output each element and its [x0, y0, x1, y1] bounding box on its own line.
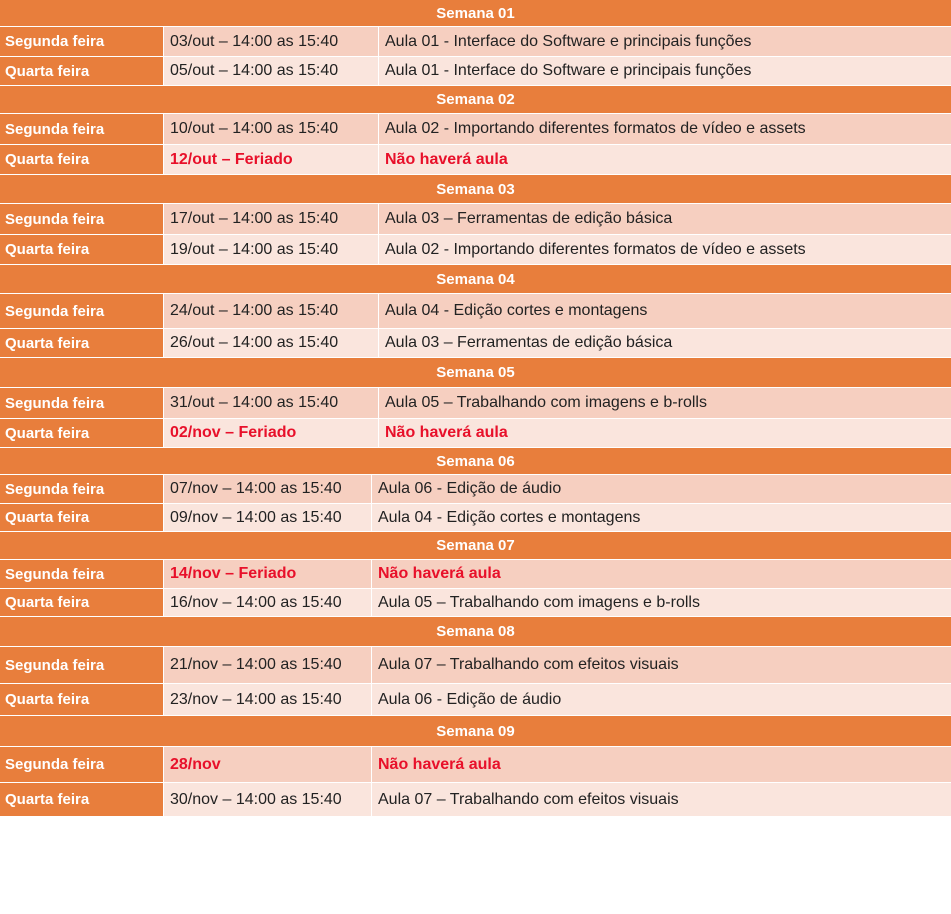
schedule-row [0, 27, 951, 57]
date-cell: 30/nov – 14:00 as 15:40 [164, 783, 372, 817]
week-header: Semana 07 [0, 532, 951, 560]
lesson-cell: Aula 01 - Interface do Software e principais funções [379, 57, 951, 86]
schedule-row [0, 783, 951, 817]
date-cell: 23/nov – 14:00 as 15:40 [164, 684, 372, 716]
date-cell: 24/out – 14:00 as 15:40 [164, 294, 379, 329]
date-cell: 26/out – 14:00 as 15:40 [164, 329, 379, 358]
schedule-row [0, 419, 951, 448]
day-cell: Segunda feira [0, 475, 164, 504]
schedule-row [0, 388, 951, 419]
week-header: Semana 06 [0, 448, 951, 475]
schedule-row [0, 684, 951, 716]
day-cell: Segunda feira [0, 388, 164, 419]
date-cell: 19/out – 14:00 as 15:40 [164, 235, 379, 265]
lesson-cell: Aula 03 – Ferramentas de edição básica [379, 329, 951, 358]
schedule-row [0, 647, 951, 684]
day-cell: Quarta feira [0, 329, 164, 358]
date-cell: 09/nov – 14:00 as 15:40 [164, 504, 372, 532]
week-header: Semana 05 [0, 358, 951, 388]
schedule-row [0, 114, 951, 145]
schedule-row [0, 145, 951, 175]
lesson-cell: Não haverá aula [379, 419, 951, 448]
week-header: Semana 03 [0, 175, 951, 204]
date-cell: 16/nov – 14:00 as 15:40 [164, 589, 372, 617]
date-cell: 10/out – 14:00 as 15:40 [164, 114, 379, 145]
schedule-row [0, 589, 951, 617]
week-header: Semana 04 [0, 265, 951, 294]
lesson-cell: Aula 05 – Trabalhando com imagens e b-rolls [379, 388, 951, 419]
schedule-row [0, 235, 951, 265]
week-header: Semana 09 [0, 716, 951, 747]
lesson-cell: Aula 02 - Importando diferentes formatos de vídeo e assets [379, 235, 951, 265]
schedule-row [0, 57, 951, 86]
schedule-row [0, 504, 951, 532]
day-cell: Segunda feira [0, 647, 164, 684]
date-cell: 14/nov – Feriado [164, 560, 372, 589]
lesson-cell: Aula 04 - Edição cortes e montagens [379, 294, 951, 329]
schedule-row [0, 329, 951, 358]
day-cell: Quarta feira [0, 235, 164, 265]
lesson-cell: Não haverá aula [372, 747, 951, 783]
day-cell: Segunda feira [0, 747, 164, 783]
lesson-cell: Aula 05 – Trabalhando com imagens e b-rolls [372, 589, 951, 617]
lesson-cell: Aula 04 - Edição cortes e montagens [372, 504, 951, 532]
date-cell: 03/out – 14:00 as 15:40 [164, 27, 379, 57]
week-header: Semana 01 [0, 0, 951, 27]
date-cell: 05/out – 14:00 as 15:40 [164, 57, 379, 86]
day-cell: Segunda feira [0, 294, 164, 329]
lesson-cell: Aula 06 - Edição de áudio [372, 475, 951, 504]
lesson-cell: Aula 07 – Trabalhando com efeitos visuais [372, 647, 951, 684]
schedule-row [0, 204, 951, 235]
day-cell: Segunda feira [0, 204, 164, 235]
schedule-row [0, 294, 951, 329]
lesson-cell: Aula 02 - Importando diferentes formatos de vídeo e assets [379, 114, 951, 145]
date-cell: 02/nov – Feriado [164, 419, 379, 448]
schedule-row [0, 747, 951, 783]
day-cell: Quarta feira [0, 57, 164, 86]
lesson-cell: Não haverá aula [372, 560, 951, 589]
lesson-cell: Não haverá aula [379, 145, 951, 175]
lesson-cell: Aula 03 – Ferramentas de edição básica [379, 204, 951, 235]
date-cell: 21/nov – 14:00 as 15:40 [164, 647, 372, 684]
lesson-cell: Aula 01 - Interface do Software e principais funções [379, 27, 951, 57]
date-cell: 31/out – 14:00 as 15:40 [164, 388, 379, 419]
lesson-cell: Aula 07 – Trabalhando com efeitos visuais [372, 783, 951, 817]
day-cell: Segunda feira [0, 114, 164, 145]
lesson-cell: Aula 06 - Edição de áudio [372, 684, 951, 716]
day-cell: Quarta feira [0, 684, 164, 716]
week-header: Semana 02 [0, 86, 951, 114]
day-cell: Segunda feira [0, 560, 164, 589]
day-cell: Quarta feira [0, 145, 164, 175]
week-header: Semana 08 [0, 617, 951, 647]
date-cell: 28/nov [164, 747, 372, 783]
day-cell: Quarta feira [0, 783, 164, 817]
day-cell: Segunda feira [0, 27, 164, 57]
schedule-row [0, 475, 951, 504]
day-cell: Quarta feira [0, 589, 164, 617]
date-cell: 07/nov – 14:00 as 15:40 [164, 475, 372, 504]
date-cell: 12/out – Feriado [164, 145, 379, 175]
date-cell: 17/out – 14:00 as 15:40 [164, 204, 379, 235]
day-cell: Quarta feira [0, 504, 164, 532]
schedule-row [0, 560, 951, 589]
day-cell: Quarta feira [0, 419, 164, 448]
